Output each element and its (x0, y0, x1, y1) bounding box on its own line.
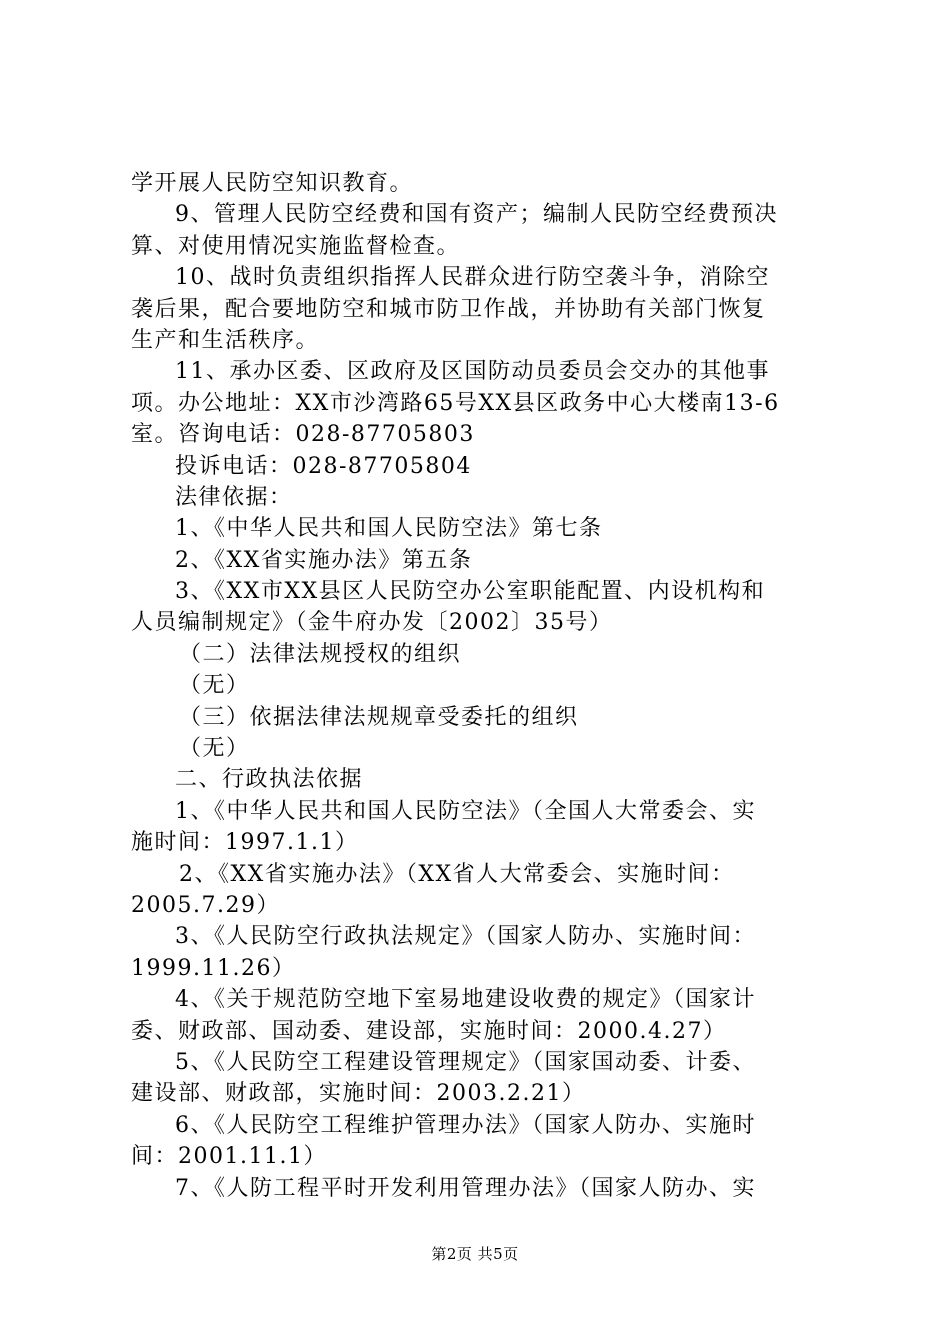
text-line: 项。办公地址：XX市沙湾路65号XX县区政务中心大楼南13-6 (131, 390, 780, 416)
text-line: 5、《人民防空工程建设管理规定》（国家国动委、计委、 (175, 1049, 756, 1075)
text-line: 生产和生活秩序。 (131, 327, 320, 353)
text-line: 1、《中华人民共和国人民防空法》第七条 (175, 516, 603, 542)
text-line: 室。咨询电话：028-87705803 (131, 422, 475, 448)
text-line: 间：2001.11.1） (131, 1144, 327, 1170)
text-line: 4、《关于规范防空地下室易地建设收费的规定》（国家计 (175, 987, 756, 1013)
text-line: （三）依据法律法规规章受委托的组织 (179, 704, 579, 730)
text-line: 袭后果，配合要地防空和城市防卫作战，并协助有关部门恢复 (131, 296, 766, 322)
text-line: 7、《人防工程平时开发利用管理办法》（国家人防办、实 (175, 1175, 756, 1201)
page-footer: 第2页 共5页 (431, 1245, 519, 1263)
text-line: 1、《中华人民共和国人民防空法》（全国人大常委会、实 (175, 798, 756, 824)
text-line: （二）法律法规授权的组织 (179, 641, 462, 667)
text-line: 委、财政部、国动委、建设部，实施时间：2000.4.27） (131, 1018, 727, 1044)
text-line: （无） (179, 673, 250, 699)
text-line: 2005.7.29） (131, 892, 280, 918)
text-line: 建设部、财政部，实施时间：2003.2.21） (131, 1081, 586, 1107)
text-line: 9、管理人民防空经费和国有资产；编制人民防空经费预决 (175, 202, 778, 228)
text-line: 施时间：1997.1.1） (131, 830, 359, 856)
text-line: 3、《XX市XX县区人民防空办公室职能配置、内设机构和 (175, 579, 766, 605)
text-line: 2、《XX省实施办法》（XX省人大常委会、实施时间： (179, 861, 735, 887)
text-line: 6、《人民防空工程维护管理办法》（国家人防办、实施时 (175, 1112, 756, 1138)
text-line: 算、对使用情况实施监督检查。 (131, 233, 461, 259)
text-line: 投诉电话：028-87705804 (175, 453, 472, 479)
text-line: （无） (179, 736, 250, 762)
text-line: 10、战时负责组织指挥人民群众进行防空袭斗争，消除空 (175, 265, 770, 291)
document-body (131, 168, 833, 1204)
text-line: 11、承办区委、区政府及区国防动员委员会交办的其他事 (175, 359, 770, 385)
text-line: 法律依据： (175, 484, 293, 510)
text-line: 人员编制规定》（金牛府办发〔2002〕35号） (131, 610, 613, 636)
text-line: 1999.11.26） (131, 955, 296, 981)
text-line: 二、行政执法依据 (175, 767, 364, 793)
text-line: 学开展人民防空知识教育。 (131, 171, 414, 196)
text-line: 3、《人民防空行政执法规定》（国家人防办、实施时间： (175, 924, 756, 950)
text-line: 2、《XX省实施办法》第五条 (175, 547, 473, 573)
